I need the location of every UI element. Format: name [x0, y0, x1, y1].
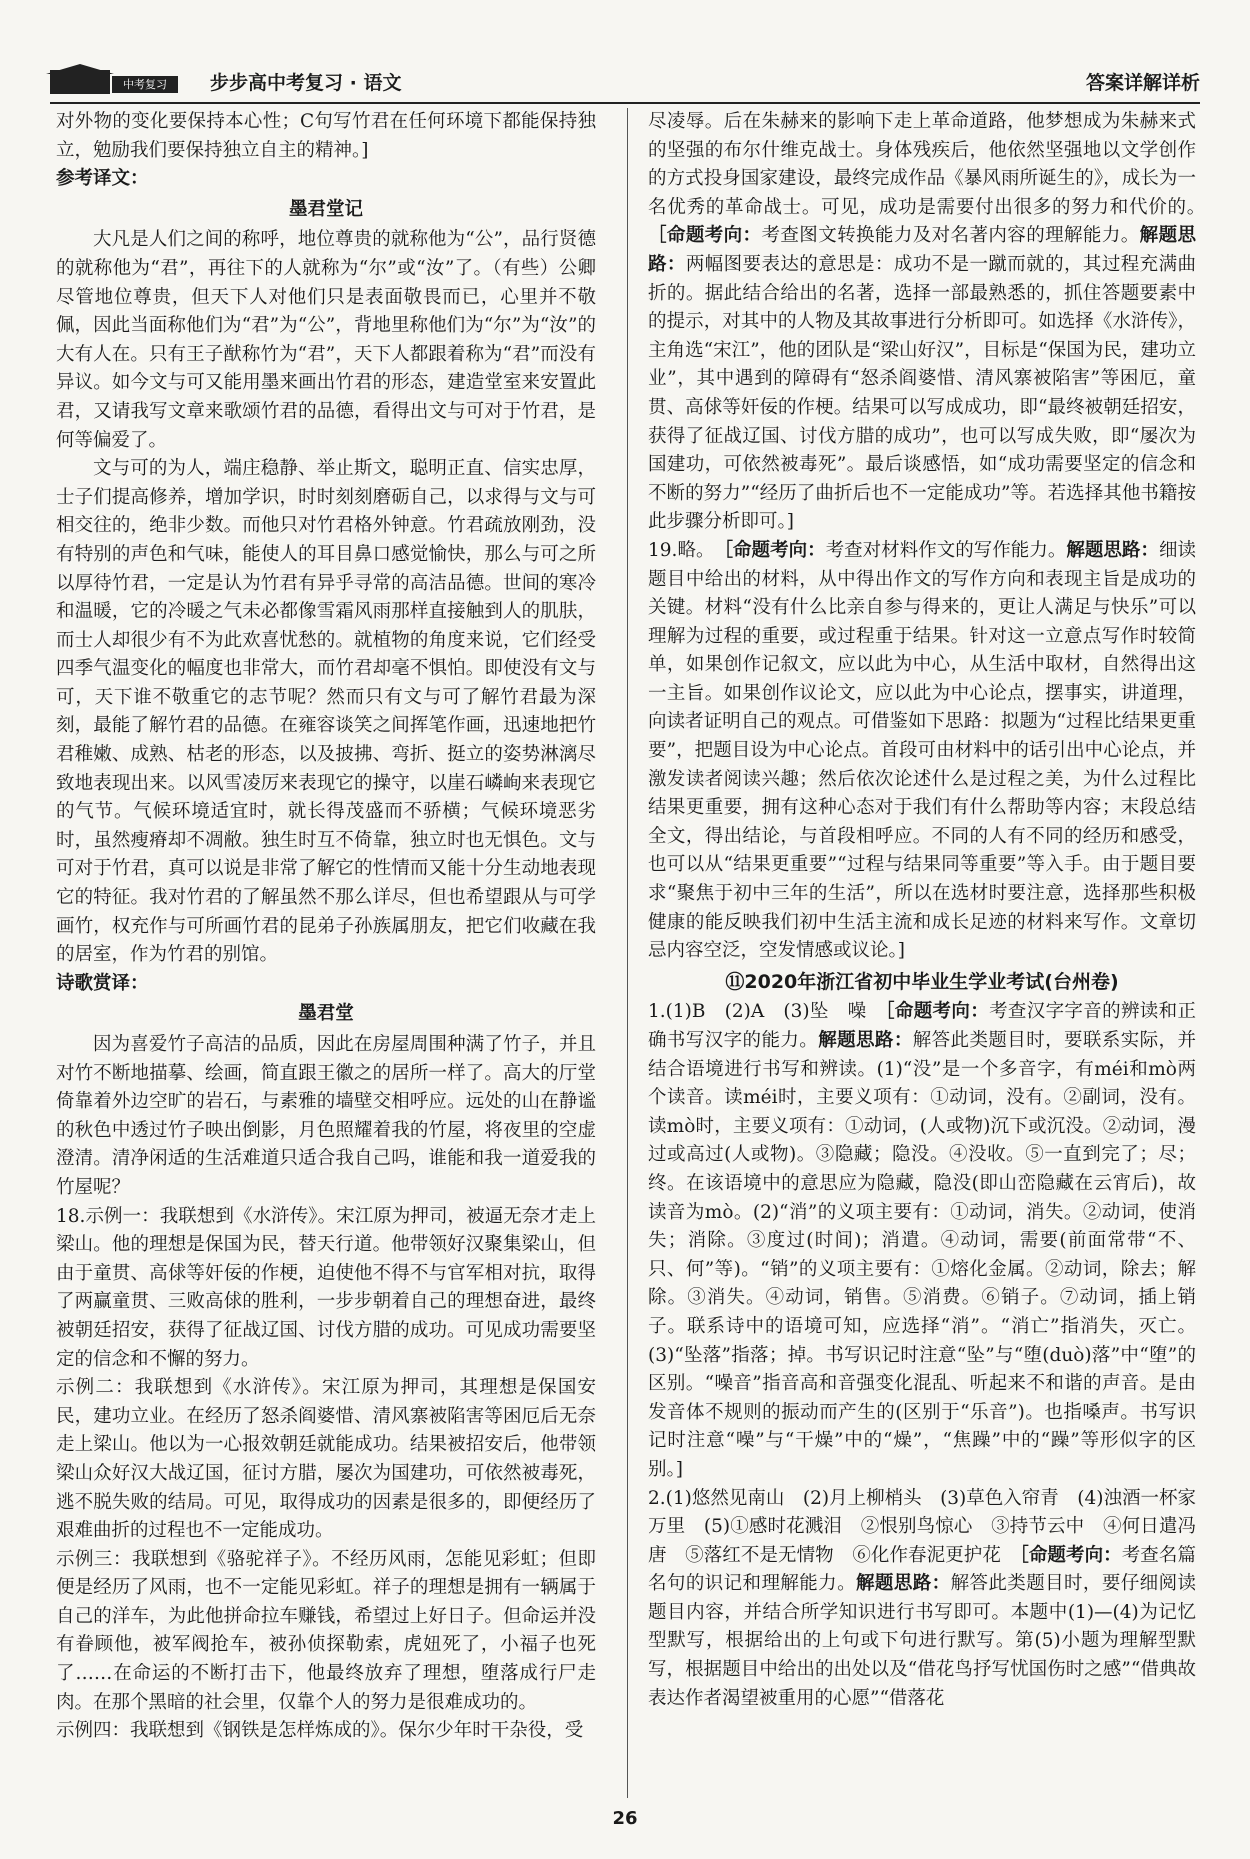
- answer-1: 1.(1)B (2)A (3)坠 噪 ［命题考向：考查汉字字音的辨读和正确书写汉字的能力。解题思路：解答此类题目时，要联系实际，并结合语境进行书写和辨读。(1)“没”是一个多音字，有méi和mò两个读音。读méi时，主要义项有：①动词，没有。②副词，没有。读mò时，主要义项有：①动词，(人或物)沉下或沉没。②动词，漫过或高过(人或物)。③隐藏；隐没。④没收。⑤一直到完了；尽；终。在该语境中的意思应为隐藏，隐没(即山峦隐藏在云宵后)，故读音为mò。(2)“消”的义项主要有：①动词，消失。②动词，使消失；消除。③度过(时间)；消遣。④动词，需要(前面常带“不、只、何”等)。“销”的义项主要有：①熔化金属。②动词，除去；解除。③消失。④动词，销售。⑤消费。⑥销子。⑦动词，插上销子。联系诗中的语境可知，应选择“消”。“消亡”指消失，灭亡。(3)“坠落”指落；掉。书写识记时注意“坠”与“堕(duò)落”中“堕”的区别。“噪音”指音高和音强变化混乱、听起来不和谐的声音。是由发音体不规则的振动而产生的(区别于“乐音”)。也指嗓声。书写识记时注意“噪”与“干燥”中的“燥”，“焦躁”中的“躁”等形似字的区别。]: [648, 1001, 1196, 1480]
- essay-paragraph: 大凡是人们之间的称呼，地位尊贵的就称他为“公”，品行贤德的就称他为“君”，再往下的人就称为“尔”或“汝”了。（有些）公卿尽管地位尊贵，但天下人对他们只是表面敬畏而已，心里并不敬佩，因此当面称他们为“君”为“公”，背地里称他们为“尔”为“汝”的大有人在。只有王子猷称竹为“君”，天下人都跟着称为“君”而没有异议。如今文与可又能用墨来画出竹君的形态，建造堂室来安置此君，又请我写文章来歌颂竹君的品德，看得出文与可对于竹君，是何等偏爱了。: [56, 229, 596, 451]
- column-divider: [627, 108, 628, 1798]
- essay-title: 墨君堂记: [288, 198, 363, 220]
- left-column: [56, 108, 596, 1746]
- answer-2: 2.(1)悠然见南山 (2)月上柳梢头 (3)草色入帘青 (4)浊酒一杯家万里 (5)①感时花溅泪 ②恨别鸟惊心 ③持节云中 ④何日遣冯唐 ⑤落红不是无情物 ⑥化作春泥更护花 ［命题考向：考查名篇名句的识记和理解能力。解题思路：解答此类题目时，要仔细阅读题目内容，并结合所学知识进行书写即可。本题中(1)—(4)为记忆型默写，根据给出的上句或下句进行默写。第(5)小题为理解型默写，根据题目中给出的出处以及“借花鸟抒写忧国伤时之感”“借典故表达作者渴望被重用的心愿”“借落花: [648, 1487, 1196, 1709]
- answer-18-example-3: 示例三：我联想到《骆驼祥子》。不经历风雨，怎能见彩虹；但即便是经历了风雨，也不一定能见彩虹。祥子的理想是拥有一辆属于自己的洋车，为此他拼命拉车赚钱，希望过上好日子。但命运并没有眷顾他，被军阀抢车，被孙侦探勒索，虎妞死了，小福子也死了……在命运的不断打击下，他最终放弃了理想，堕落成行尸走肉。在那个黑暗的社会里，仅靠个人的努力是很难成功的。: [56, 1548, 596, 1713]
- reference-translation-label: 参考译文：: [56, 168, 149, 190]
- intro-paragraph: 对外物的变化要保持本心性；C句写竹君在任何环境下都能保持独立，勉励我们要保持独立自主的精神。]: [56, 111, 596, 161]
- answer-18-example-4: 示例四：我联想到《钢铁是怎样炼成的》。保尔少年时干杂役，受: [56, 1720, 584, 1742]
- poem-title: 墨君堂: [298, 1003, 354, 1025]
- answer-18-example-1: 18.示例一：我联想到《水浒传》。宋江原为押司，被逼无奈才走上梁山。他的理想是保国为民，替天行道。他带领好汉聚集梁山，但由于童贯、高俅等奸佞的作梗，迫使他不得不与官军相对抗，取得了两赢童贯、三败高俅的胜利，一步步朝着自己的理想奋进，最终被朝廷招安，获得了征战辽国、讨伐方腊的成功。可见成功需要坚定的信念和不懈的努力。: [56, 1205, 596, 1370]
- poem-translation: 因为喜爱竹子高洁的品质，因此在房屋周围种满了竹子，并且对竹不断地描摹、绘画，简直跟王徽之的居所一样了。高大的厅堂倚靠着外边空旷的岩石，与素雅的墙壁交相呼应。远处的山在静谧的秋色中透过竹子映出倒影，月色照耀着我的竹屋，将夜里的空虚澄清。清净闲适的生活难道只适合我自己吗，谁能和我一道爱我的竹屋呢？: [56, 1034, 596, 1198]
- section-title: 答案详解详析: [1085, 72, 1200, 94]
- answer-18-example-2: 示例二：我联想到《水浒传》。宋江原为押司，其理想是保国安民，建功立业。在经历了怒杀阎婆惜、清风寨被陷害等困厄后无奈走上梁山。他以为一心报效朝廷就能成功。结果被招安后，他带领梁山众好汉大战辽国，征讨方腊，屡次为国建功，可依然被毒死，逃不脱失败的结局。可见，取得成功的因素是很多的，即便经历了艰难曲折的过程也不一定能成功。: [56, 1377, 596, 1542]
- page-number: 26: [612, 1808, 638, 1829]
- book-title: 步步高中考复习 · 语文: [210, 72, 402, 94]
- poem-appreciation-label: 诗歌赏译：: [56, 972, 149, 994]
- essay-paragraph: 文与可的为人，端庄稳静、举止斯文，聪明正直、信实忠厚，士子们提高修养，增加学识，时时刻刻磨砺自己，以求得与文与可相交往的，绝非少数。而他只对竹君格外钟意。竹君疏放刚劲，没有特别的声色和气味，能使人的耳目鼻口感觉愉快，那么与可之所以厚待竹君，一定是认为竹君有异乎寻常的高洁品德。世间的寒冷和温暖，它的冷暖之气未必都像雪霜风雨那样直接触到人的肌肤，而士人却很少有不为此欢喜忧愁的。就植物的角度来说，它们经受四季气温变化的幅度也非常大，而竹君却毫不惧怕。即使没有文与可，天下谁不敬重它的志节呢？然而只有文与可了解竹君最为深刻，最能了解竹君的品德。在雍容谈笑之间挥笔作画，迅速地把竹君稚嫩、成熟、枯老的形态，以及披拂、弯折、挺立的姿势淋漓尽致地表现出来。以风雪凌厉来表现它的操守，以崖石嶙峋来表现它的气节。气候环境适宜时，就长得茂盛而不骄横；气候环境恶劣时，虽然瘦瘠却不凋敝。独生时互不倚靠，独立时也无惧色。文与可对于竹君，真可以说是非常了解它的性情而又能十分生动地表现它的特征。我对竹君的了解虽然不那么详尽，但也希望跟从与可学画竹，权充作与可所画竹君的昆弟子孙族属朋友，把它们收藏在我的居室，作为竹君的别馆。: [56, 458, 596, 966]
- answer-19: 19.略。 ［命题考向：考查对材料作文的写作能力。解题思路：细读题目中给出的材料，从中得出作文的写作方向和表现主旨是成功的关键。材料“没有什么比亲自参与得来的，更让人满足与快乐”可以理解为过程的重要，或过程重于结果。针对这一立意点写作时较简单，如果创作记叙文，应以此为中心，从生活中取材，自然得出这一主旨。如果创作议论文，应以此为中心论点，摆事实，讲道理，向读者证明自己的观点。可借鉴如下思路：拟题为“过程比结果更重要”，把题目设为中心论点。首段可由材料中的话引出中心论点，并激发读者阅读兴趣；然后依次论述什么是过程之美，为什么过程比结果更重要，拥有这种心态对于我们有什么帮助等内容；末段总结全文，得出结论，与首段相呼应。不同的人有不同的经历和感受，也可以从“结果更重要”“过程与结果同等重要”等入手。由于题目要求“聚焦于初中三年的生活”，所以在选材时要注意，选择那些积极健康的能反映我们初中生活主流和成长足迹的材料来写作。文章切忌内容空泛，空发情感或议论。]: [648, 539, 1196, 962]
- publisher-logo: [50, 66, 182, 96]
- answer-18-continued: 尽凌辱。后在朱赫来的影响下走上革命道路，他梦想成为朱赫来式的坚强的布尔什维克战士。身体残疾后，他依然坚强地以文学创作的方式投身国家建设，最终完成作品《暴风雨所诞生的》，成长为一名优秀的革命战士。可见，成功是需要付出很多的努力和代价的。 ［命题考向：考查图文转换能力及对名著内容的理解能力。解题思路：两幅图要表达的意思是：成功不是一蹴而就的，其过程充满曲折的。据此结合给出的名著，选择一部最熟悉的，抓住答题要素中的提示，对其中的人物及其故事进行分析即可。如选择《水浒传》，主角选“宋江”，他的团队是“梁山好汉”，目标是“保国为民，建功立业”，其中遇到的障碍有“怒杀阎婆惜、清风寨被陷害”等困厄，童贯、高俅等奸佞的作梗。结果可以写成成功，即“最终被朝廷招安，获得了征战辽国、讨伐方腊的成功”，也可以写成失败，即“屡次为国建功，可依然被毒死”。最后谈感悟，如“成功需要坚定的信念和不断的努力”“经历了曲折后也不一定能成功”等。若选择其他书籍按此步骤分析即可。]: [648, 111, 1196, 533]
- page-header: [50, 58, 1200, 104]
- exam-title: ⑪2020年浙江省初中毕业生学业考试(台州卷): [725, 970, 1119, 993]
- logo-tag: 中考复习: [112, 76, 178, 93]
- right-column: [648, 108, 1196, 1713]
